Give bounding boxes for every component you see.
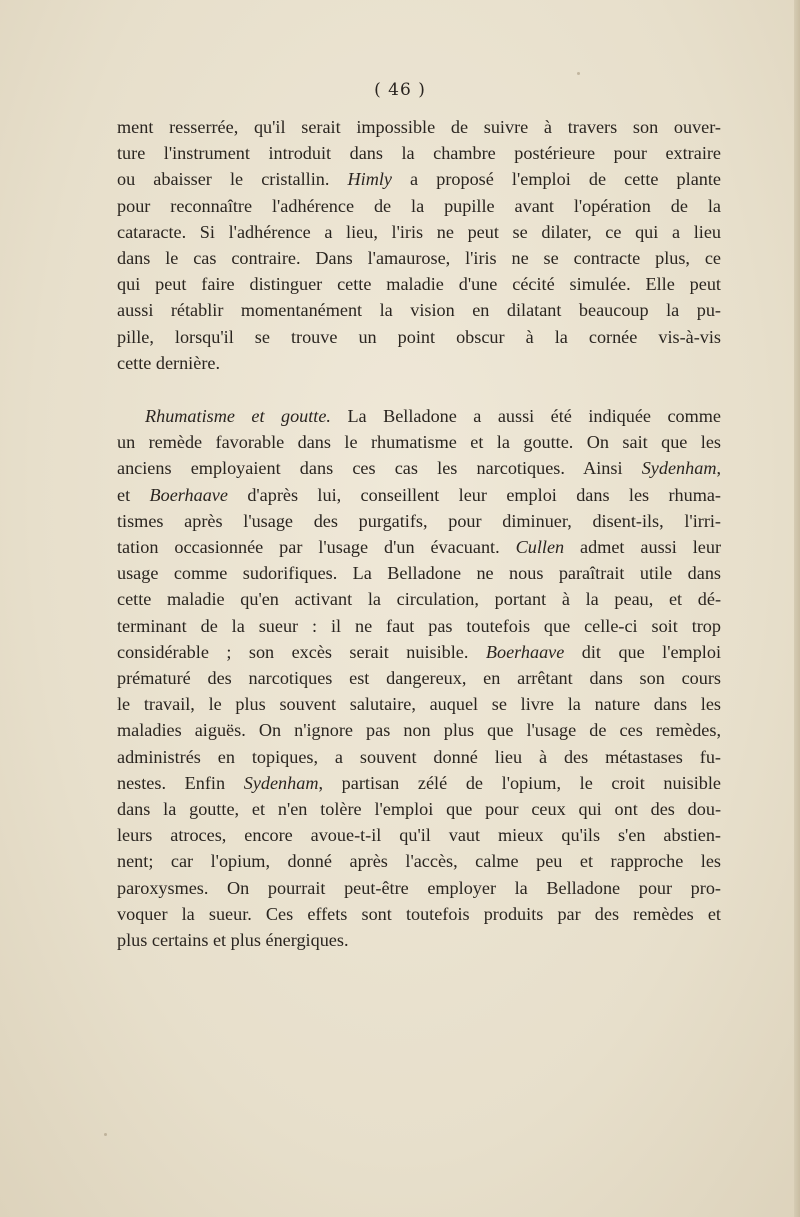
- italic-text: Boerhaave: [149, 484, 228, 505]
- text-segment: tismes après l'usage des purgatifs, pour diminuer, disent-ils, l'irri-: [117, 510, 721, 531]
- text-line: [117, 219, 721, 245]
- text-line: [117, 324, 721, 350]
- text-segment: terminant de la sueur : il ne faut pas toutefois que celle-ci soit trop: [117, 615, 721, 636]
- text-line: [117, 403, 721, 429]
- text-segment: dit que l'emploi: [564, 641, 721, 662]
- text-segment: leurs atroces, encore avoue-t-il qu'il vaut mieux qu'ils s'en abstien-: [117, 825, 721, 846]
- page-number: ( 46 ): [374, 80, 426, 100]
- text-line: [117, 245, 721, 271]
- text-segment: ture l'instrument introduit dans la chambre postérieure pour extraire: [117, 143, 721, 164]
- italic-text: Himly: [347, 169, 392, 190]
- text-line: [117, 271, 721, 297]
- italic-text: Rhumatisme et goutte.: [145, 406, 331, 426]
- text-segment: ou abaisser le cristallin.: [117, 169, 348, 190]
- text-line: [117, 665, 721, 691]
- italic-text: Cullen: [515, 537, 565, 558]
- text-segment: , partisan zélé de l'opium, le croit nuisible: [318, 772, 721, 793]
- text-line: [117, 297, 721, 323]
- text-line: [117, 114, 721, 140]
- text-line: [117, 691, 721, 717]
- text-segment: et: [117, 484, 150, 505]
- page-edge: [794, 0, 800, 1217]
- text-segment: voquer la sueur. Ces effets sont toutefois produits par des remèdes et: [117, 903, 721, 924]
- text-segment: prématuré des narcotiques est dangereux, en arrêtant dans son cours: [117, 668, 721, 689]
- text-segment: d'après lui, conseillent leur emploi dans les rhuma-: [227, 484, 721, 505]
- text-line: [117, 770, 721, 796]
- text-line: [117, 927, 721, 953]
- text-segment: usage comme sudorifiques. La Belladone ne nous paraîtrait utile dans: [117, 563, 721, 584]
- text-segment: dans la goutte, et n'en tolère l'emploi que pour ceux qui ont des dou-: [117, 799, 721, 820]
- text-segment: considérable ; son excès serait nuisible.: [117, 641, 486, 662]
- text-segment: tation occasionnée par l'usage d'un évacuant.: [117, 537, 516, 558]
- text-segment: pour reconnaître l'adhérence de la pupille avant l'opération de la: [117, 195, 721, 216]
- text-line: [117, 875, 721, 901]
- text-segment: le travail, le plus souvent salutaire, auquel se livre la nature dans les: [117, 694, 721, 715]
- text-segment: plus certains et plus énergiques.: [117, 930, 349, 951]
- text-segment: nent; car l'opium, donné après l'accès, calme peu et rapproche les: [117, 851, 721, 872]
- text-segment: qui peut faire distinguer cette maladie d'une cécité simulée. Elle peut: [117, 274, 721, 295]
- text-line: [117, 560, 721, 586]
- text-segment: administrés en topiques, a souvent donné lieu à des métastases fu-: [117, 746, 721, 767]
- text-line: [117, 534, 721, 560]
- italic-text: Boerhaave: [485, 641, 565, 662]
- italic-text: Sydenham: [641, 458, 717, 479]
- text-segment: maladies aiguës. On n'ignore pas non plus que l'usage de ces remèdes,: [117, 720, 721, 741]
- text-line: [117, 455, 721, 481]
- paragraph-continuation: [117, 114, 721, 376]
- text-segment: ment resserrée, qu'il serait impossible de suivre à travers son ouver-: [117, 117, 721, 137]
- text-segment: un remède favorable dans le rhumatisme et la goutte. On sait que les: [117, 432, 721, 453]
- text-segment: La Belladone a aussi été indiquée comme: [330, 406, 721, 426]
- text-segment: pille, lorsqu'il se trouve un point obscur à la cornée vis-à-vis: [117, 326, 721, 347]
- text-line: [117, 744, 721, 770]
- text-segment: ,: [716, 458, 721, 479]
- text-line: [117, 901, 721, 927]
- text-line: [117, 482, 721, 508]
- text-segment: nestes. Enfin: [117, 772, 244, 793]
- text-segment: paroxysmes. On pourrait peut-être employer la Belladone pour pro-: [117, 877, 721, 898]
- text-segment: cette dernière.: [117, 352, 220, 373]
- ink-speck: [577, 72, 580, 75]
- text-segment: cette maladie qu'en activant la circulation, portant à la peau, et dé-: [117, 589, 721, 610]
- text-line: [117, 586, 721, 612]
- text-line: [117, 140, 721, 166]
- text-line: [117, 350, 721, 376]
- text-line: [117, 429, 721, 455]
- text-segment: aussi rétablir momentanément la vision en dilatant beaucoup la pu-: [117, 300, 721, 321]
- text-line: [117, 822, 721, 848]
- paragraph-rhumatisme-goutte: [117, 403, 721, 953]
- text-line: [117, 639, 721, 665]
- text-segment: dans le cas contraire. Dans l'amaurose, l'iris ne se contracte plus, ce: [117, 248, 721, 269]
- text-segment: anciens employaient dans ces cas les narcotiques. Ainsi: [117, 458, 642, 479]
- text-segment: cataracte. Si l'adhérence a lieu, l'iris ne peut se dilater, ce qui a lieu: [117, 221, 721, 242]
- text-line: [117, 508, 721, 534]
- text-segment: admet aussi leur: [564, 537, 722, 558]
- text-line: [117, 848, 721, 874]
- text-line: [117, 193, 721, 219]
- text-line: [117, 613, 721, 639]
- text-line: [117, 796, 721, 822]
- text-line: [117, 717, 721, 743]
- text-segment: a proposé l'emploi de cette plante: [391, 169, 721, 190]
- text-line: [117, 166, 721, 192]
- italic-text: Sydenham: [243, 772, 319, 793]
- ink-speck: [104, 1133, 107, 1136]
